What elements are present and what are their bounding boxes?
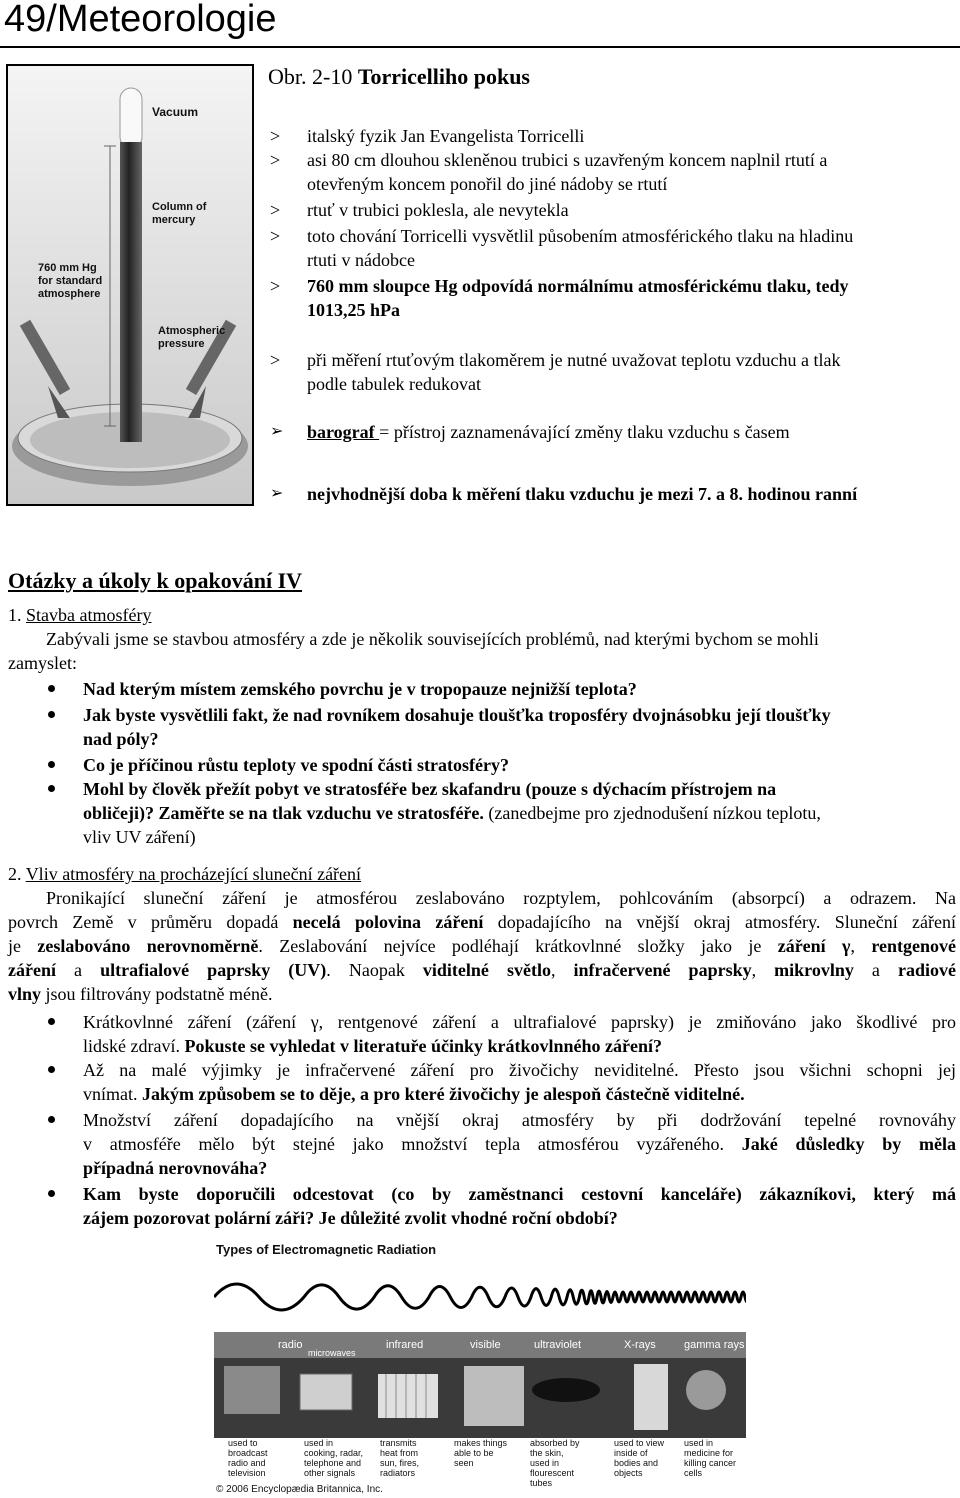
section-2-title: Vliv atmosféry na procházející sluneční záření	[25, 864, 362, 884]
question-item: Co je příčinou růstu teploty ve spodní části stratosféry?	[83, 755, 509, 775]
text-run: a	[55, 960, 101, 980]
section-2-para-line: Pronikající sluneční záření je atmosférou zeslabováno rozptylem, pohlcováním (absorpcí) a odrazem. Na	[46, 888, 956, 908]
text-run: vnímat.	[83, 1084, 142, 1104]
text-run: dopadajícího na vnější okraj atmosféry. Sluneční záření	[483, 912, 957, 932]
barograf-item	[307, 420, 790, 444]
use-description: makes things able to be seen	[454, 1438, 508, 1468]
use-description: absorbed by the skin, used in flourescent tubes	[530, 1438, 580, 1488]
text-run-bold: záření γ	[777, 936, 851, 956]
question-item: Kam byste doporučili odcestovat (co by zaměstnanci cestovní kanceláře) zákazníkovi, který má	[83, 1184, 956, 1204]
microwave-object	[300, 1374, 352, 1410]
question-item-cont	[83, 801, 821, 825]
list-item: asi 80 cm dlouhou skleněnou trubici s uzavřeným koncem naplnil rtutí a	[307, 150, 828, 170]
section-2-heading	[8, 862, 361, 886]
text-run-bold: ultrafialové paprsky (UV)	[100, 960, 327, 980]
list-item: 760 mm sloupce Hg odpovídá normálnímu atmosférickému tlaku, tedy	[307, 276, 849, 296]
section-2-para-line	[8, 982, 272, 1006]
section-2-para-line	[8, 910, 956, 934]
section-1-intro-cont: zamyslet:	[8, 653, 77, 673]
torricelli-figure	[6, 64, 254, 506]
section-2-para-line	[8, 958, 956, 982]
question-item-cont: vliv UV záření)	[83, 827, 196, 847]
tv-object	[224, 1366, 280, 1414]
text-run-bold: záření	[8, 960, 56, 980]
xray-object	[634, 1364, 668, 1430]
question-item-cont	[83, 1034, 662, 1058]
band-label: X-rays	[624, 1339, 656, 1351]
section-2-num: 2.	[8, 864, 26, 884]
question-normal-part: (zanedbejme pro zjednodušení nízkou teplotu,	[483, 803, 821, 823]
bullet-icon	[48, 1066, 55, 1073]
arrow-bullet-icon: ➢	[270, 483, 284, 502]
section-2-para-line	[8, 934, 956, 958]
label-column: Column of mercury	[152, 201, 207, 226]
bullet-icon	[48, 1116, 55, 1123]
section-1-num: 1.	[8, 605, 26, 625]
text-run: ,	[850, 936, 872, 956]
text-run-bold: zeslabováno nerovnoměrně	[37, 936, 259, 956]
caption-title: Torricelliho pokus	[357, 64, 530, 89]
bullet-icon	[48, 1190, 55, 1197]
list-item-cont: otevřeným koncem ponořil do jiné nádoby se rtutí	[307, 174, 668, 194]
sunglasses-object	[532, 1378, 600, 1402]
list-item-cont: 1013,25 hPa	[307, 300, 401, 320]
use-description: used to view inside of bodies and objects	[614, 1438, 665, 1478]
text-run: . Naopak	[326, 960, 423, 980]
use-description: used in medicine for killing cancer cells	[684, 1438, 737, 1478]
page-header	[0, 0, 960, 48]
page-title: 49/Meteorologie	[4, 0, 277, 40]
list-item-cont: rtuti v nádobce	[307, 250, 415, 270]
question-item-cont: zájem pozorovat polární záři? Je důležité zvolit vhodné roční období?	[83, 1208, 618, 1228]
band-label: radio	[278, 1339, 303, 1351]
text-run-bold: vlny	[8, 984, 42, 1004]
text-run: lidské zdraví.	[83, 1036, 185, 1056]
text-run-bold: Pokuste se vyhledat v literatuře účinky krátkovlnného záření?	[184, 1036, 662, 1056]
bullet-icon	[48, 711, 55, 718]
figure-caption	[268, 64, 530, 90]
text-run: v atmosféře mělo být stejné jako množství tepla atmosférou vyzářeného.	[83, 1134, 742, 1154]
question-item-cont: nad póly?	[83, 729, 159, 749]
question-item: Až na malé výjimky je infračervené záření pro živočichy neviditelné. Přesto jsou všichni schopni jej	[83, 1060, 956, 1080]
barograf-term: barograf	[307, 422, 380, 442]
text-run-bold: radiové	[898, 960, 956, 980]
text-run-bold: rentgenové	[871, 936, 957, 956]
em-radiation-figure	[214, 1240, 746, 1496]
text-run: povrch Země v průměru dopadá	[8, 912, 293, 932]
list-item-cont: podle tabulek redukovat	[307, 374, 481, 394]
radiator-object	[378, 1374, 438, 1418]
band-label: visible	[470, 1339, 501, 1351]
use-description: transmits heat from sun, fires, radiators	[380, 1438, 420, 1478]
bullet-icon	[48, 785, 55, 792]
list-marker: >	[270, 200, 281, 220]
gamma-object	[686, 1370, 726, 1410]
list-item: toto chování Torricelli vysvětlil působením atmosférického tlaku na hladinu	[307, 226, 854, 246]
question-item: Jak byste vysvětlili fakt, že nad rovníkem dosahuje tloušťka troposféry dvojnásobku její tloušťky	[83, 705, 831, 725]
list-marker: >	[270, 126, 281, 146]
arrow-bullet-icon: ➢	[270, 421, 284, 440]
question-item: Množství záření dopadajícího na vnější okraj atmosféry by při dodržování tepelné rovnováhy	[83, 1110, 956, 1130]
label-vacuum: Vacuum	[152, 105, 199, 119]
label-standard: 760 mm Hg for standard atmosphere	[38, 262, 103, 300]
text-run-bold: necelá polovina záření	[292, 912, 484, 932]
question-item: Krátkovlnné záření (záření γ, rentgenové záření a ultrafialové paprsky) je zmiňováno jako škodlivé pro	[83, 1012, 956, 1032]
text-run: je	[8, 936, 38, 956]
band-label: ultraviolet	[534, 1339, 582, 1351]
bullet-icon	[48, 761, 55, 768]
list-item: při měření rtuťovým tlakoměrem je nutné uvažovat teplotu vzduchu a tlak	[307, 350, 841, 370]
list-marker: >	[270, 276, 281, 296]
section-1-heading	[8, 603, 151, 627]
bullet-icon	[48, 1018, 55, 1025]
em-copyright: © 2006 Encyclopædia Britannica, Inc.	[216, 1484, 383, 1495]
text-run: . Zeslabování nejvíce podléhají krátkovlnné složky jako je	[258, 936, 778, 956]
list-marker: >	[270, 350, 281, 370]
question-item-cont	[83, 1082, 745, 1106]
questions-heading: Otázky a úkoly k opakování IV	[8, 568, 303, 593]
em-spectrum-illustration	[214, 1240, 746, 1496]
question-item-cont	[83, 1132, 956, 1156]
text-run: ,	[550, 960, 574, 980]
question-item: Nad kterým místem zemského povrchu je v tropopauze nejnižší teplota?	[83, 679, 637, 699]
text-run-bold: Jaké důsledky by měla	[741, 1134, 956, 1154]
bullet-icon	[48, 685, 55, 692]
band-label: infrared	[386, 1339, 424, 1351]
torricelli-illustration	[8, 66, 252, 504]
best-time-item: nejvhodnější doba k měření tlaku vzduchu je mezi 7. a 8. hodinou ranní	[307, 484, 858, 504]
eye-object	[464, 1366, 524, 1426]
band-label-microwaves: microwaves	[308, 1348, 356, 1358]
list-item: rtuť v trubici poklesla, ale nevytekla	[307, 200, 569, 220]
question-bold-part: obličeji)? Zaměřte se na tlak vzduchu ve stratosféře.	[83, 803, 484, 823]
text-run-bold: mikrovlny	[774, 960, 854, 980]
text-run-bold: infračervené paprsky	[573, 960, 752, 980]
barograf-definition: = přístroj zaznamenávající změny tlaku vzduchu s časem	[379, 422, 790, 442]
use-description: used in cooking, radar, telephone and other signals	[304, 1438, 364, 1478]
label-pressure: Atmospheric pressure	[158, 325, 226, 350]
list-marker: >	[270, 150, 281, 170]
question-item-cont: případná nerovnováha?	[83, 1158, 268, 1178]
text-run: jsou filtrovány podstatně méně.	[41, 984, 273, 1004]
use-description: used to broadcast radio and television	[228, 1438, 268, 1478]
list-marker: >	[270, 226, 281, 246]
text-run: a	[853, 960, 898, 980]
list-item: italský fyzik Jan Evangelista Torricelli	[307, 126, 585, 146]
section-1-title: Stavba atmosféry	[26, 605, 152, 625]
question-item: Mohl by člověk přežít pobyt ve stratosféře bez skafandru (pouze s dýchacím přístrojem na	[83, 779, 777, 799]
em-title: Types of Electromagnetic Radiation	[216, 1242, 437, 1257]
band-label: gamma rays	[684, 1339, 745, 1351]
section-1-intro: Zabývali jsme se stavbou atmosféry a zde je několik souvisejících problémů, nad kterými bychom se mohli	[46, 629, 819, 649]
caption-prefix: Obr. 2-10	[268, 64, 358, 89]
text-run-bold: Jakým způsobem se to děje, a pro které živočichy je alespoň částečně viditelné.	[142, 1084, 745, 1104]
text-run-bold: viditelné světlo	[422, 960, 551, 980]
text-run: ,	[751, 960, 775, 980]
